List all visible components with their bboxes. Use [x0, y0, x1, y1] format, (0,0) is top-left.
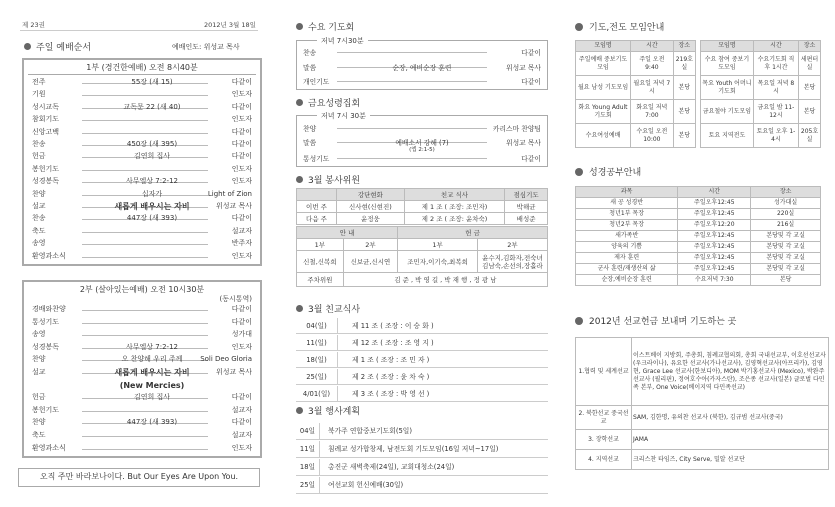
order-label: 전주: [32, 78, 46, 86]
table-row: [576, 220, 821, 231]
usher-offering-table: [296, 226, 548, 287]
table-cell: 토요일 오후 1-4시: [753, 124, 798, 148]
volunteers-section-title: 3월 봉사위원: [296, 173, 360, 186]
table-cell: 주일 오전 9:40: [631, 52, 674, 76]
order-leader: 인도자: [231, 177, 252, 186]
table-cell: 본당: [673, 100, 695, 124]
order-label: 찬송: [32, 140, 46, 148]
event-date: 25일: [296, 477, 320, 493]
order-row: [24, 329, 260, 341]
event-row: [296, 441, 548, 458]
leader-line: [337, 158, 487, 159]
order-content: 55장 (새 15): [131, 78, 173, 86]
order-leader: 설교자: [231, 405, 252, 414]
event-date: 11일: [296, 441, 320, 457]
table-cell: 금요일 밤 11-12시: [753, 100, 798, 124]
order-label: 설교: [32, 202, 46, 210]
order-leader: 다같이: [231, 317, 252, 326]
order-content: 김연희 집사: [133, 393, 171, 402]
order-row: [24, 430, 260, 442]
order-label: 환영과소식: [32, 443, 66, 452]
panel-label: 찬송: [303, 49, 317, 57]
bullet-icon: [575, 317, 583, 325]
event-date: 18일: [296, 459, 320, 475]
header-divider: [20, 30, 258, 31]
order-label: 찬양: [32, 418, 46, 427]
order-label: 송영: [32, 239, 46, 248]
meal-date: 04(일): [296, 318, 338, 334]
order-row: [24, 114, 260, 126]
issue-number: 제 23권: [22, 21, 45, 29]
order-label: 경배와찬양: [32, 305, 66, 313]
order-label: 축도: [32, 431, 46, 439]
table-row: [576, 198, 821, 209]
leader-line: [82, 335, 208, 336]
panel-label: 말씀: [303, 139, 317, 147]
event-text: 여선교회 헌신예배(30일): [328, 481, 404, 489]
friday-section-title: 금요성령집회: [296, 96, 360, 109]
order-label: 봉헌기도: [32, 164, 60, 173]
table-row: [576, 52, 696, 76]
table-cell: 본당및 각 교실: [751, 242, 821, 253]
mission-table: [575, 337, 829, 470]
table-row: 안 내 헌 금: [297, 227, 548, 239]
table-cell: 새가족반: [576, 231, 678, 242]
prayer-section-title: 기도,전도 모임안내: [575, 20, 664, 33]
order-leader: 다같이: [231, 393, 252, 402]
mission-section-title: 2012년 선교헌금 보내며 기도하는 곳: [575, 314, 736, 327]
bullet-icon: [296, 99, 303, 106]
order-content: 447장 (새 393): [126, 214, 178, 223]
table-row: [576, 450, 829, 470]
table-cell: 220실: [751, 209, 821, 220]
table-cell: 금요철야 기도모임: [701, 100, 754, 124]
mission-recipients: 크리스찬 타임즈, City Serve, 밀알 선교단: [632, 450, 829, 470]
event-text: 침례교 성가합창제, 남전도회 기도모임(16일 저녁~17일): [328, 445, 499, 453]
order-content: 오 찬양해 우리 주께: [121, 355, 183, 364]
panel-leader: 위성교 목사: [506, 64, 541, 72]
order-leader: 인도자: [231, 342, 252, 351]
event-row: [296, 423, 548, 440]
order-label: 환영과소식: [32, 251, 66, 260]
mission-category: 1.협력 및 세계선교: [576, 338, 632, 406]
order-row: [24, 367, 260, 379]
meal-row: [296, 335, 548, 351]
prayer-table-left: [575, 40, 696, 148]
events-section-title: 3월 행사계획: [296, 404, 360, 417]
meal-team: 제 2 조 ( 조장 : 윤 차 숙 ): [352, 373, 430, 381]
order-row: [24, 238, 260, 250]
order-row: [24, 392, 260, 404]
table-cell: 본당: [799, 100, 821, 124]
order-content: 사무엘상 7:2-12: [126, 177, 178, 186]
table-row: [576, 242, 821, 253]
order-label: 찬송: [32, 214, 46, 223]
table-cell: 세편터실: [799, 52, 821, 76]
table-cell: 주일예배 중보기도모임: [576, 52, 631, 76]
table-row: [701, 124, 821, 148]
leader-line: [82, 244, 208, 245]
friday-panel: [296, 112, 548, 167]
table-cell: 본당및 각 교실: [751, 264, 821, 275]
table-cell: 216실: [751, 220, 821, 231]
leader-line: [82, 170, 208, 171]
meal-row: [296, 369, 548, 385]
table-cell: 청년1부 목장: [576, 209, 678, 220]
leader-line: [337, 52, 487, 53]
table-row: [576, 253, 821, 264]
table-row: [576, 209, 821, 220]
bullet-icon: [296, 305, 303, 312]
table-row: [576, 406, 829, 430]
mission-body: [576, 338, 829, 470]
order-leader: 다같이: [231, 305, 252, 313]
table-cell: 본당: [673, 76, 695, 100]
order-leader: 다같이: [231, 140, 252, 148]
leader-line: [82, 120, 208, 121]
table-row: [701, 52, 821, 76]
order-row: [24, 304, 260, 316]
friday-time: 저녁 7시 30분: [317, 111, 370, 121]
order-row: [24, 201, 260, 213]
order-row: [24, 139, 260, 151]
order-leader: 설교자: [231, 226, 252, 235]
table-cell: 성가대실: [751, 198, 821, 209]
order-leader: 인도자: [231, 164, 252, 173]
table-row: 주차위원 김 준 , 박 영 길 , 박 재 행 , 정 광 남: [297, 273, 548, 287]
order-label: 성경봉독: [32, 177, 60, 186]
table-row: [701, 100, 821, 124]
table-cell: 월요일 저녁 7시: [631, 76, 674, 100]
order-label: 성시교독: [32, 102, 60, 111]
table-row: 다음 주 윤정웅 제 2 조 ( 조장: 윤차숙) 배성준: [297, 213, 548, 225]
table-cell: 청년2부 목장: [576, 220, 678, 231]
order-leader: 위성교 목사: [215, 368, 252, 376]
table-cell: 수요저녁 7:30: [678, 275, 751, 286]
order-label: 기원: [32, 90, 46, 99]
info-column: [561, 0, 835, 507]
order-row: [24, 164, 260, 176]
order-content: 십자가: [141, 189, 163, 198]
meal-team: 제 3 조 ( 조장 : 박 영 선 ): [352, 390, 430, 398]
event-text: 북가주 연합중보기도회(5일): [328, 427, 413, 435]
table-row: 신철,신복희 신보균,신시연 조민자,이기숙,최복희 윤수지,김화자,전숙녀 김남숙,손선의,장홀라: [297, 251, 548, 273]
order-label: 축도: [32, 226, 46, 235]
leader-line: [337, 81, 487, 82]
order-label: 설교: [32, 368, 46, 376]
order-content: 교독문 22 (새 40): [123, 102, 181, 111]
bullet-icon: [575, 23, 583, 31]
order-label: 성경봉독: [32, 342, 60, 351]
meal-row: [296, 318, 548, 334]
meal-date: 4/01(일): [296, 386, 338, 402]
bullet-icon: [296, 407, 303, 414]
table-cell: 새 공 성경반: [576, 198, 678, 209]
table-cell: 주일오후12:45: [678, 231, 751, 242]
order-leader: 성가대: [231, 330, 252, 339]
event-row: [296, 477, 548, 494]
order-row: [24, 380, 260, 392]
table-row: 모임명 시간 장소: [701, 41, 821, 52]
order-row: [24, 189, 260, 201]
order-content: 새롭게 배우시는 자비: [114, 202, 190, 211]
leader-line: [82, 449, 208, 450]
event-row: [296, 459, 548, 476]
bulletin-date: 2012년 3월 18일: [204, 21, 256, 29]
table-row: 모임명 시간 장소: [576, 41, 696, 52]
table-cell: 주일오후12:20: [678, 220, 751, 231]
order-row: [24, 405, 260, 417]
order-row: [24, 77, 260, 89]
box-divider: [28, 74, 256, 75]
event-date: 04일: [296, 423, 320, 439]
order-label: 참회기도: [32, 115, 60, 124]
order-row: [24, 342, 260, 354]
order-leader: 인도자: [231, 251, 252, 260]
order-label: 통성기도: [32, 317, 60, 326]
table-cell: 제자 훈련: [576, 253, 678, 264]
table-cell: 목요 Youth 어머니 기도회: [701, 76, 754, 100]
table-row: [576, 430, 829, 450]
second-service-box: [22, 280, 262, 458]
mission-recipients: SAM, 김한명, 유의찬 선교사 (북한), 김규범 선교사(중국): [632, 406, 829, 430]
order-row: [24, 102, 260, 114]
panel-content: 순장, 예비순장 훈련: [392, 64, 452, 72]
meal-team: 제 1 조 ( 조장 : 조 민 자 ): [352, 356, 430, 364]
panel-label: 말씀: [303, 64, 317, 72]
order-leader: 다같이: [231, 152, 252, 161]
panel-leader: 카리스마 찬양팀: [492, 125, 541, 133]
second-service-heading: 2부 (살아있는예배) 오전 10시30분: [79, 285, 205, 294]
table-cell: 본당: [673, 124, 695, 148]
order-leader: 인도자: [231, 90, 252, 99]
order-row: [24, 354, 260, 366]
order-row: [24, 89, 260, 101]
first-service-heading: 1부 (경건한예배) 오전 8시40분: [86, 63, 198, 72]
wednesday-panel: [296, 37, 548, 90]
order-row: [24, 417, 260, 429]
order-leader: 다같이: [231, 102, 252, 111]
leader-line: [82, 310, 208, 311]
table-cell: 본당및 각 교실: [751, 231, 821, 242]
panel-label: 찬양: [303, 125, 317, 133]
events-column: [280, 0, 558, 507]
order-leader: 다같이: [231, 78, 252, 86]
event-text: 총진군 새벽축제(24일), 교회대청소(24일): [328, 463, 455, 471]
interpretation-note: (동시통역): [219, 295, 252, 303]
prayer-right-body: [701, 52, 821, 148]
sunday-section-title: 주일 예배순서: [24, 40, 91, 53]
mission-category: 2. 북한선교 중국선교: [576, 406, 632, 430]
panel-leader: 위성교 목사: [506, 139, 541, 147]
leader-line: [82, 232, 208, 233]
first-service-box: [22, 58, 262, 266]
table-cell: 주일오후12:45: [678, 253, 751, 264]
order-leader: Soli Deo Gloria: [200, 355, 252, 364]
table-row: 1부 2부 1부 2부: [297, 239, 548, 251]
mission-recipients: JAMA: [632, 430, 829, 450]
worship-order-column: [0, 0, 278, 507]
mission-category: 3. 장학선교: [576, 430, 632, 450]
order-label: 봉헌기도: [32, 405, 60, 414]
wednesday-time: 저녁 7시30분: [317, 36, 368, 46]
panel-leader: 다같이: [521, 155, 541, 163]
panel-content: 예배소서 강해 (7): [395, 139, 449, 147]
table-cell: 수요여성예배: [576, 124, 631, 148]
table-row: [576, 76, 696, 100]
leader-line: [82, 323, 208, 324]
prayer-table-right: [700, 40, 821, 148]
table-cell: 주일오후12:45: [678, 209, 751, 220]
meal-row: [296, 386, 548, 402]
table-cell: 군사 훈련/재생산의 삶: [576, 264, 678, 275]
table-cell: 화요 Young Adult 기도회: [576, 100, 631, 124]
order-content: 사무엘상 7:2-12: [126, 342, 178, 351]
table-cell: 수요일 오전 10:00: [631, 124, 674, 148]
order-content: 새롭게 배우시는 자비: [114, 368, 190, 377]
panel-label: 통성기도: [303, 155, 330, 163]
order-leader: 인도자: [231, 443, 252, 452]
order-leader: 인도자: [231, 115, 252, 124]
meal-date: 11(일): [296, 335, 338, 351]
order-leader: 다같이: [231, 418, 252, 427]
meal-team: 제 12 조 ( 조장 : 조 영 지 ): [352, 339, 434, 347]
order-row: [24, 226, 260, 238]
volunteers-table: [296, 188, 548, 225]
table-row: 과목 시간 장소: [576, 187, 821, 198]
prayer-left-body: [576, 52, 696, 148]
panel-leader: 다같이: [521, 49, 541, 57]
table-row: 이번 주 신사현(신현진) 제 1 조 ( 조장: 조민자) 박해균: [297, 201, 548, 213]
order-leader: Light of Zion: [207, 189, 252, 198]
table-row: [576, 231, 821, 242]
mission-category: 4. 지역선교: [576, 450, 632, 470]
order-row: [24, 151, 260, 163]
table-row: [576, 100, 696, 124]
bullet-icon: [296, 23, 303, 30]
table-row: [576, 275, 821, 286]
wednesday-section-title: 수요 기도회: [296, 20, 354, 33]
bullet-icon: [296, 176, 303, 183]
meal-date: 25(일): [296, 369, 338, 385]
leader-line: [337, 128, 487, 129]
table-cell: 본당: [751, 275, 821, 286]
study-table: [575, 186, 821, 286]
table-row: [701, 76, 821, 100]
leader-line: [82, 257, 208, 258]
table-row: 강단현화 친교 식사 점심기도: [297, 189, 548, 201]
table-cell: 본당: [799, 76, 821, 100]
bullet-icon: [24, 43, 31, 50]
table-row: [576, 264, 821, 275]
table-cell: 순장,예비순장 훈련: [576, 275, 678, 286]
order-label: 신앙고백: [32, 127, 60, 136]
leader-line: [82, 411, 208, 412]
table-cell: 수요 참여 중보기도모임: [701, 52, 754, 76]
order-content: 450장 (새 395): [126, 140, 178, 148]
order-leader: 위성교 목사: [215, 202, 252, 210]
order-label: 찬양: [32, 355, 46, 364]
bullet-icon: [575, 168, 583, 176]
meals-section-title: 3월 친교식사: [296, 302, 360, 315]
order-row: [24, 176, 260, 188]
order-leader: 반주자: [231, 239, 252, 248]
order-row: [24, 213, 260, 225]
table-cell: 수요기도회 직후 1시간: [753, 52, 798, 76]
panel-leader: 다같이: [521, 78, 541, 86]
table-cell: 주일오후12:45: [678, 198, 751, 209]
table-cell: 양육의 기쁨: [576, 242, 678, 253]
table-row: [576, 124, 696, 148]
worship-leader: 예배인도: 위성교 목사: [172, 43, 240, 51]
order-row: [24, 127, 260, 139]
order-leader: 다같이: [231, 214, 252, 223]
table-row: [576, 338, 829, 406]
panel-label: 개인기도: [303, 78, 330, 86]
order-content: 김연희 집사: [133, 152, 171, 161]
order-label: 찬양: [32, 189, 46, 198]
meal-date: 18(일): [296, 352, 338, 368]
order-leader: 설교자: [231, 431, 252, 439]
meal-team: 제 11 조 ( 조장 : 이 승 화 ): [352, 322, 434, 330]
order-leader: 다같이: [231, 127, 252, 136]
table-cell: 토요 지역전도: [701, 124, 754, 148]
table-cell: 월요 남성 기도모임: [576, 76, 631, 100]
order-content: (New Mercies): [119, 380, 185, 390]
table-cell: 주일오후12:45: [678, 242, 751, 253]
leader-line: [82, 133, 208, 134]
leader-line: [82, 95, 208, 96]
order-label: 송영: [32, 330, 46, 339]
study-body: [576, 198, 821, 286]
table-cell: 205호실: [799, 124, 821, 148]
table-cell: 화요일 저녁7:00: [631, 100, 674, 124]
table-cell: 본당및 각 교실: [751, 253, 821, 264]
order-row: [24, 317, 260, 329]
order-content: 447장 (새 393): [126, 418, 178, 427]
study-section-title: 성경공부안내: [575, 165, 641, 178]
mission-recipients: 이스트베이 지방회, 주총회, 침례교협의회, 총회 국내선교부, 이호선선교사 (우크라이나), 유요한 선교사(가나선교사), 김영혁선교사(아프리카), 김영현, Grace Lee 선교사(한보디아), MOM 박기홍선교사 (Mexico), 박완주선교사 (필리핀), 정여호수아(카자스탄), 조은종 선교사(일본) 글로벌 다민족 본부, One Voice(베이지역 다민족선교): [632, 338, 829, 406]
panel-sub: (엡 2:1-5): [409, 147, 435, 153]
order-row: [24, 443, 260, 455]
leader-line: [82, 436, 208, 437]
order-label: 헌금: [32, 393, 46, 402]
meal-row: [296, 352, 548, 368]
table-cell: 목요일 저녁 8시: [753, 76, 798, 100]
table-cell: 주일오후12:45: [678, 264, 751, 275]
order-label: 헌금: [32, 152, 46, 161]
order-row: [24, 251, 260, 263]
table-cell: 219호실: [673, 52, 695, 76]
motto-banner: 오직 주만 바라보나이다. But Our Eyes Are Upon You.: [18, 468, 260, 487]
